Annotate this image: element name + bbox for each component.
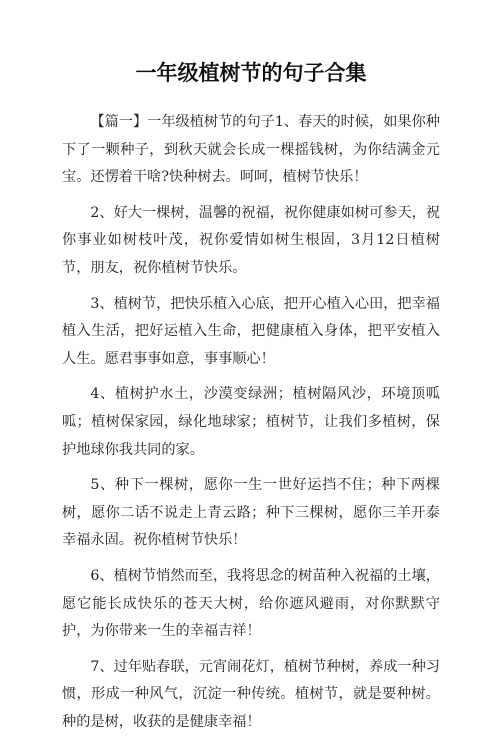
paragraph: 5、种下一棵树，愿你一生一世好运挡不住；种下两棵树，愿你二话不说走上青云路；种下三棵树，愿你三羊开泰幸福永固。祝你植树节快乐！: [62, 477, 440, 549]
paragraph: 【篇一】一年级植树节的句子1、春天的时候，如果你种下了一颗种子，到秋天就会长成一棵摇钱树，为你结满金元宝。还愣着干啥?快种树去。呵呵，植树节快乐！: [62, 114, 440, 186]
paragraph: 2、好大一棵树，温馨的祝福，祝你健康如树可参天，祝你事业如树枝叶茂，祝你爱情如树生根固，3月12日植树节，朋友，祝你植树节快乐。: [62, 204, 440, 276]
paragraph: 6、植树节悄然而至，我将思念的树苗种入祝福的土壤，愿它能长成快乐的苍天大树，给你遮风避雨，对你默默守护，为你带来一生的幸福吉祥！: [62, 567, 440, 640]
paragraph: 4、植树护水土，沙漠变绿洲；植树隔风沙，环境顶呱呱；植树保家园，绿化地球家；植树节，让我们多植树，保护地球你我共同的家。: [62, 386, 440, 458]
paragraph: 3、植树节，把快乐植入心底，把开心植入心田，把幸福植入生活，把好运植入生命，把健康植入身体，把平安植入人生。愿君事事如意，事事顺心！: [62, 295, 440, 367]
paragraph: 7、过年贴春联，元宵闹花灯，植树节种树，养成一种习惯，形成一种风气，沉淀一种传统。植树节，就是要种树。种的是树，收获的是健康幸福！: [62, 658, 440, 730]
document-title: 一年级植树节的句子合集: [135, 61, 367, 85]
